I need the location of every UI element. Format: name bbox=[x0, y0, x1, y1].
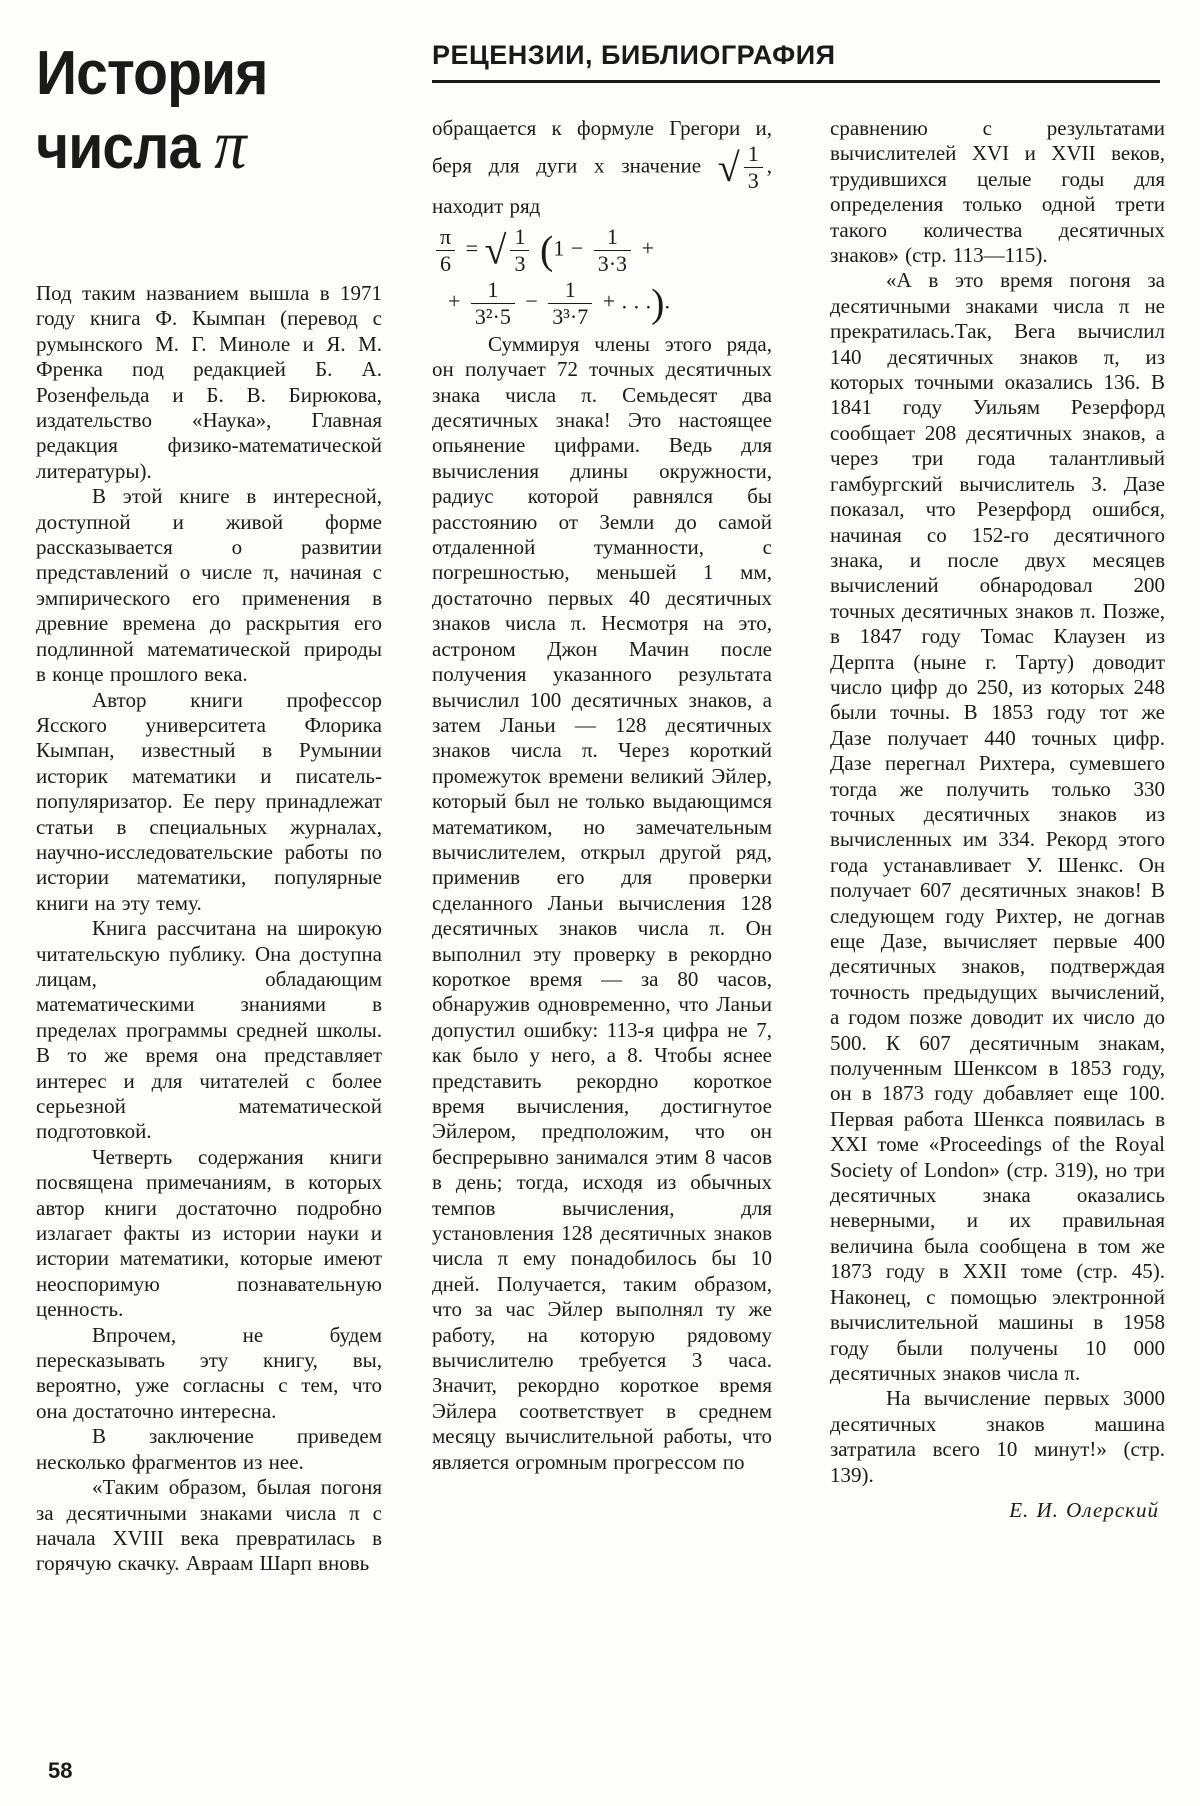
paragraph: Под таким названием вышла в 1971 году книга Ф. Кымпан (перевод с румынского М. Г. Миноле и Я. М. Френка под редакцией Б. А. Розенфельда и Б. В. Бирюкова, издательство «Наука», Главная редакция физико-математической литературы). bbox=[36, 281, 382, 483]
gregory-series-formula bbox=[432, 224, 772, 330]
frac-num: π bbox=[436, 224, 455, 251]
title-line-2 bbox=[36, 107, 349, 184]
frac-den: 3 bbox=[514, 250, 526, 276]
column-1 bbox=[36, 281, 382, 1577]
title-line-1: История bbox=[36, 39, 268, 108]
paragraph: Впрочем, не будем пересказывать эту книгу, вы, вероятно, уже согласны с тем, что она достаточно интересна. bbox=[36, 1322, 382, 1423]
frac-den: 3·3 bbox=[597, 250, 628, 276]
column-2 bbox=[432, 116, 772, 1475]
frac-num: 1 bbox=[744, 141, 763, 168]
frac-num: 1 bbox=[548, 277, 592, 304]
frac-den: 3³·7 bbox=[552, 303, 589, 329]
intro-text: обращается к формуле Грегори и, беря для дуги x значение bbox=[432, 116, 772, 178]
frac-den: 3 bbox=[747, 168, 759, 194]
paragraph: «Таким образом, былая погоня за десятичными знаками числа π с начала XVIII века превратилась в горячую скачку. Авраам Шарп вновь bbox=[36, 1475, 382, 1576]
formula-one: 1 bbox=[553, 235, 565, 261]
frac-den: 3²·5 bbox=[474, 303, 511, 329]
paragraph: сравнению с результатами вычислителей XVI и XVII веков, трудившихся целые годы для определения только одной трети такого количества десятичных знаков» (стр. 113—115). bbox=[830, 116, 1165, 268]
pi-symbol: π bbox=[214, 107, 246, 184]
frac-num: 1 bbox=[510, 224, 529, 251]
paragraph: На вычисление первых 3000 десятичных знаков машина затратила всего 10 минут!» (стр. 139). bbox=[830, 1386, 1165, 1487]
header-rule bbox=[432, 80, 1160, 83]
title-word: числа bbox=[36, 113, 200, 182]
paragraph: Автор книги профессор Ясского университета Флорика Кымпан, известный в Румынии историк математики и писатель-популяризатор. Ее перу принадлежат статьи в специальных журналах, научно-исследовательские работы по истории математики, популярные книги на эту тему. bbox=[36, 687, 382, 915]
frac-num: 1 bbox=[471, 277, 515, 304]
paragraph: Суммируя члены этого ряда, он получает 72 точных десятичных знака числа π. Семьдесят два десятичных знака! Это настоящее опьянение цифрами. Ведь для вычисления длины окружности, радиус которой равнялся бы расстоянию от Земли до самой отдаленной туманности, с погрешностью, меньшей 1 мм, достаточно первых 40 десятичных знаков числа π. Несмотря на это, астроном Джон Мачин после получения указанного результата вычислил 100 десятичных знаков, а затем Ланьи — 128 десятичных знаков числа π. Через короткий промежуток времени великий Эйлер, который был не только выдающимся математиком, но замечательным вычислителем, открыл другой ряд, применив его для проверки сделанного Ланьи вычисления 128 десятичных знаков числа π. Он выполнил эту проверку в рекордно короткое время — за 80 часов, обнаружив одновременно, что Ланьи допустил ошибку: 113-я цифра не 7, как было у него, а 8. Чтобы яснее представить рекордно короткое время вычисления, достигнутое Эйлером, предположим, что он беспрерывно занимался этим 8 часов в день; тогда, исходя из обычных темпов вычисления, для установления 128 десятичных знаков числа π ему понадобилось бы 10 дней. Получается, таким образом, что за час Эйлер выполнял ту же работу, на которую рядовому вычислителю требуется 3 часа. Значит, рекордно короткое время Эйлера соответствует в среднем месяцу вычислительной работы, что является огромным прогрессом по bbox=[432, 331, 772, 1474]
formula-line-2: + $\frac{1}{\text{3²·5}}$ − $\frac{1}{\text{3³·7}}$ + . . .). bbox=[448, 276, 670, 329]
intro-tail: , находит ряд bbox=[432, 153, 772, 219]
paragraph: Четверть содержания книги посвящена примечаниям, в которых автор книги достаточно подробно излагает факты из истории науки и истории математики, которые имеют неоспоримую познавательную ценность. bbox=[36, 1144, 382, 1322]
page-number: 58 bbox=[48, 1758, 73, 1783]
paragraph: Книга рассчитана на широкую читательскую публику. Она доступна лицам, обладающим математическими знаниями в пределах программы средней школы. В то же время она представляет интерес и для читателей с более серьезной математической подготовкой. bbox=[36, 916, 382, 1144]
frac-num: 1 bbox=[594, 224, 631, 251]
paragraph bbox=[432, 116, 772, 220]
author-signature: Е. И. Олерский bbox=[1009, 1497, 1159, 1522]
frac-den: 6 bbox=[440, 250, 452, 276]
sqrt-one-third: √ $\frac{1}{3}$ bbox=[718, 153, 767, 178]
formula-line-1: $\frac{\pi}{6}$ = √ $\frac{1}{3}$ (1 − $\frac{1}{3\cdot 3}$ + bbox=[432, 224, 772, 277]
column-3 bbox=[830, 116, 1165, 1523]
paragraph: «А в это время погоня за десятичными знаками числа π не прекратилась.Так, Вега вычислил 140 десятичных знаков π, из которых точными оказались 136. В 1841 году Уильям Резерфорд сообщает 208 десятичных знаков, а через три года талантливый гамбургский вычислитель З. Дазе показал, что Резерфорд ошибся, начиная со 152-го десятичного знака, и после двух месяцев вычислений обнародовал 200 точных десятичных знаков π. Позже, в 1847 году Томас Клаузен из Дерпта (ныне г. Тарту) доводит число цифр до 250, из которых 248 были точны. В 1853 году тот же Дазе получает 440 точных цифр. Дазе перегнал Рихтера, сумевшего тогда же получить только 330 точных десятичных знаков из вычисленных им 334. Рекорд этого года устанавливает У. Шенкс. Он получает 607 десятичных знаков! В следующем году Рихтер, не догнав еще Дазе, вычисляет первые 400 десятичных знаков, подтверждая точность предыдущих вычислений, а годом позже доводит их число до 500. К 607 десятичным знакам, полученным Шенксом в 1853 году, он в 1873 году добавляет еще 100. Первая работа Шенкса появилась в XXI томе «Proceedings of the Royal Society of London» (стр. 319), но три десятичных знака оказались неверными, и их правильная величина была сообщена в том же 1873 году в XXII томе (стр. 45). Наконец, с помощью электронной вычислительной машины в 1958 году были получены 10 000 десятичных знаков числа π. bbox=[830, 268, 1165, 1385]
paragraph: В этой книге в интересной, доступной и живой форме рассказывается о развитии представлений о числе π, начиная с эмпирического его применения в древние времена до раскрытия его подлинной математической природы в конце прошлого века. bbox=[36, 484, 382, 687]
article-title bbox=[36, 38, 349, 184]
formula-dots: + . . . bbox=[602, 288, 652, 314]
paragraph: В заключение приведем несколько фрагментов из нее. bbox=[36, 1424, 382, 1474]
section-heading: РЕЦЕНЗИИ, БИБЛИОГРАФИЯ bbox=[432, 40, 836, 70]
